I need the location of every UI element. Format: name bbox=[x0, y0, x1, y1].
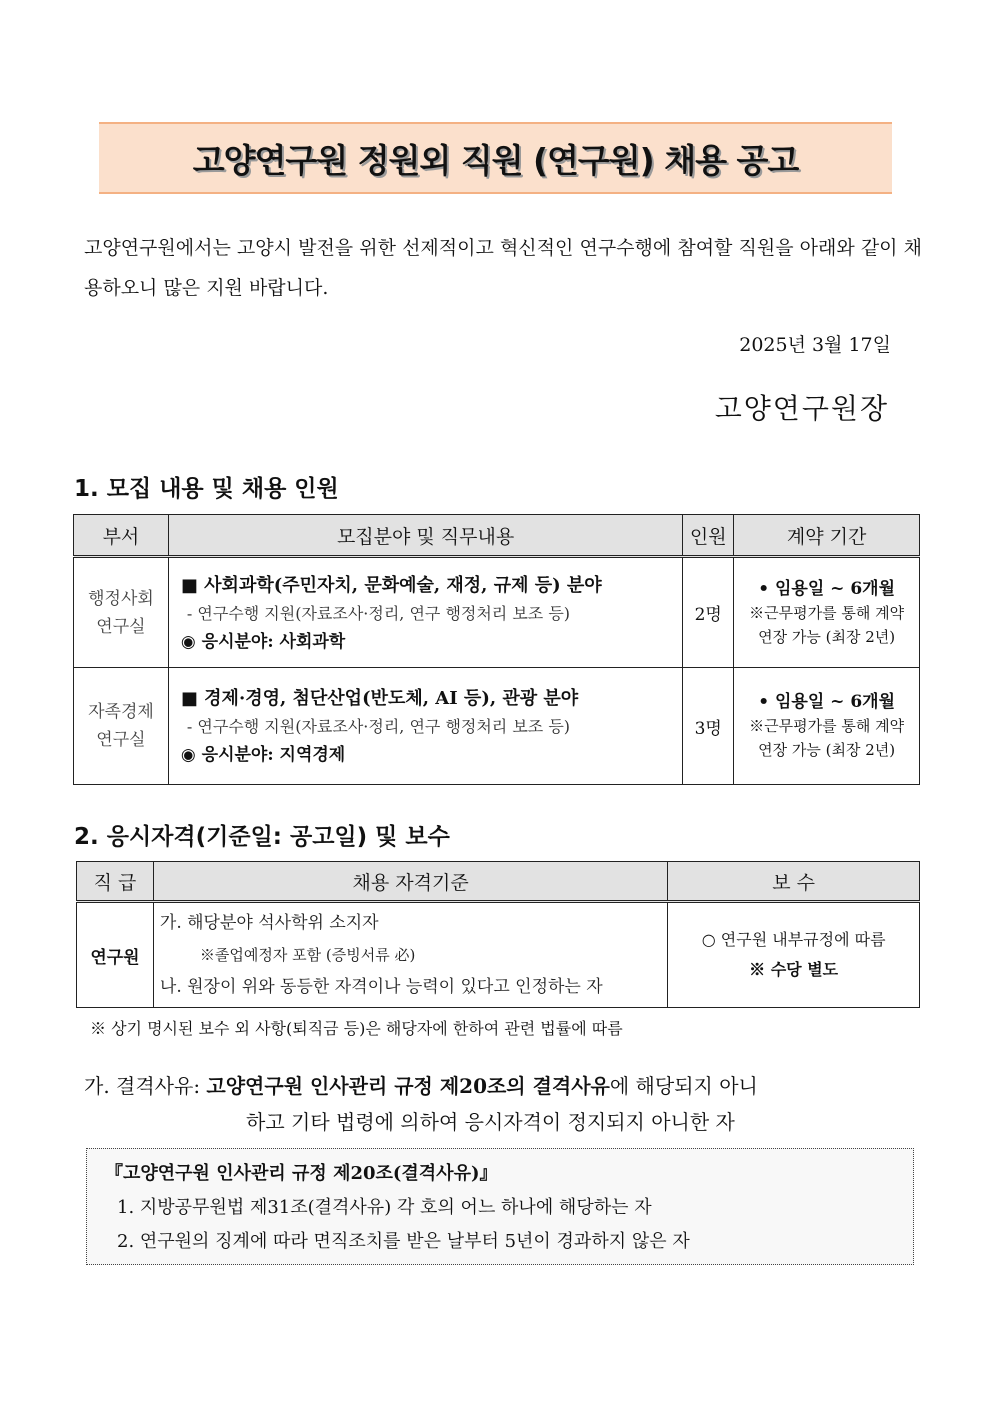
period-cell bbox=[734, 557, 920, 668]
header-count: 인원 bbox=[683, 515, 734, 557]
pay-note: ※ 상기 명시된 보수 외 사항(퇴직금 등)은 해당자에 한하여 관련 법률에 따름 bbox=[90, 1019, 623, 1038]
pay-line: ○ 연구원 내부규정에 따름 bbox=[701, 930, 886, 949]
table-header-row bbox=[74, 515, 920, 557]
header-dept: 부서 bbox=[74, 515, 169, 557]
period-main: • 임용일 ~ 6개월 bbox=[758, 692, 895, 712]
period-note: ※근무평가를 통해 계약 bbox=[749, 603, 905, 622]
field-sub: - 연구수행 지원(자료조사·정리, 연구 행정처리 보조 등) bbox=[186, 717, 571, 736]
field-apply: ◉ 응시분야: 지역경제 bbox=[180, 745, 346, 765]
qualification-cell bbox=[153, 902, 667, 1008]
period-note: 연장 가능 (최장 2년) bbox=[758, 741, 896, 759]
period-note: 연장 가능 (최장 2년) bbox=[758, 627, 896, 646]
qualification-table bbox=[76, 861, 920, 1008]
header-period: 계약 기간 bbox=[734, 515, 920, 557]
notice-date: 2025년 3월 17일 bbox=[739, 334, 891, 356]
field-main: ■ 경제·경영, 첨단산업(반도체, AI 등), 관광 분야 bbox=[180, 688, 579, 709]
period-main: • 임용일 ~ 6개월 bbox=[758, 578, 895, 599]
disqualification-line1 bbox=[84, 1068, 922, 1104]
field-apply: ◉ 응시분야: 사회과학 bbox=[180, 631, 346, 652]
table-row bbox=[74, 668, 920, 785]
header-field: 모집분야 및 직무내용 bbox=[168, 515, 682, 557]
count-cell: 3명 bbox=[683, 668, 734, 785]
section1-heading: 1. 모집 내용 및 채용 인원 bbox=[74, 476, 339, 502]
field-sub: - 연구수행 지원(자료조사·정리, 연구 행정처리 보조 등) bbox=[186, 603, 571, 623]
period-note: ※근무평가를 통해 계약 bbox=[749, 717, 905, 735]
disq-prefix: 가. 결격사유: bbox=[84, 1074, 207, 1098]
period-cell bbox=[734, 668, 920, 785]
intro-text: 고양연구원에서는 고양시 발전을 위한 선제적이고 혁신적인 연구수행에 참여할 직원을 아래와 같이 채용하오니 많은 지원 바랍니다. bbox=[84, 237, 922, 299]
regulation-item: 1. 지방공무원법 제31조(결격사유) 각 호의 어느 하나에 해당하는 자 bbox=[117, 1197, 652, 1218]
dept-line: 행정사회 bbox=[88, 588, 154, 609]
title-banner bbox=[99, 122, 892, 194]
dept-line: 연구실 bbox=[96, 616, 146, 637]
regulation-box bbox=[86, 1148, 914, 1265]
disq-bold: 고양연구원 인사관리 규정 제20조의 결격사유 bbox=[206, 1074, 610, 1098]
disqualification-line2: 하고 기타 법령에 의하여 응시자격이 정지되지 아니한 자 bbox=[246, 1110, 735, 1134]
header-pay: 보 수 bbox=[668, 862, 920, 902]
page-title: 고양연구원 정원외 직원 (연구원) 채용 공고 bbox=[192, 140, 799, 180]
table-row bbox=[77, 902, 920, 1008]
header-rank: 직 급 bbox=[77, 862, 154, 902]
dept-cell bbox=[74, 557, 169, 668]
regulation-title: 『고양연구원 인사관리 규정 제20조(결격사유)』 bbox=[105, 1163, 498, 1184]
pay-allowance: ※ 수당 별도 bbox=[749, 960, 839, 979]
rank-cell: 연구원 bbox=[77, 902, 154, 1008]
field-cell bbox=[168, 668, 682, 785]
field-cell bbox=[168, 557, 682, 668]
header-qualification: 채용 자격기준 bbox=[153, 862, 667, 902]
dept-line: 자족경제 bbox=[88, 702, 154, 722]
dept-cell bbox=[74, 668, 169, 785]
disq-rest: 에 해당되지 아니 bbox=[609, 1074, 758, 1098]
count-cell: 2명 bbox=[683, 557, 734, 668]
qualification-item: 나. 원장이 위와 동등한 자격이나 능력이 있다고 인정하는 자 bbox=[159, 977, 603, 997]
recruitment-table bbox=[73, 514, 920, 785]
section2-heading: 2. 응시자격(기준일: 공고일) 및 보수 bbox=[74, 824, 450, 850]
table-header-row bbox=[77, 862, 920, 902]
qualification-note: ※졸업예정자 포함 (증빙서류 必) bbox=[199, 946, 416, 964]
field-main: ■ 사회과학(주민자치, 문화예술, 재정, 규제 등) 분야 bbox=[180, 574, 602, 596]
dept-line: 연구실 bbox=[96, 730, 146, 750]
pay-cell bbox=[668, 902, 920, 1008]
disqualification-text bbox=[84, 1068, 922, 1140]
table-row bbox=[74, 557, 920, 668]
signer: 고양연구원장 bbox=[714, 392, 889, 425]
qualification-item: 가. 해당분야 석사학위 소지자 bbox=[159, 913, 379, 933]
regulation-item: 2. 연구원의 징계에 따라 면직조치를 받은 날부터 5년이 경과하지 않은 자 bbox=[117, 1231, 690, 1252]
